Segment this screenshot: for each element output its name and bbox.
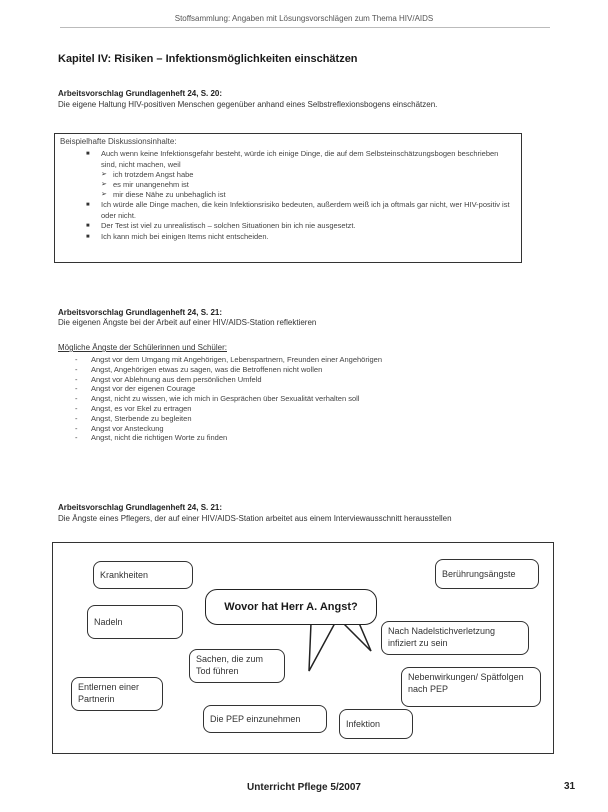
discussion-subitem: ➢ ich trotzdem Angst habe bbox=[101, 170, 513, 180]
chapter-title: Kapitel IV: Risiken – Infektionsmöglichkeiten einschätzen bbox=[58, 53, 358, 65]
section2-title: Arbeitsvorschlag Grundlagenheft 24, S. 21: bbox=[58, 308, 223, 317]
fear-item: - Angst vor Ablehnung aus dem persönlichen Umfeld bbox=[58, 375, 382, 385]
fear-diagram bbox=[52, 542, 554, 754]
discussion-list bbox=[55, 149, 523, 242]
bubble-nadeln: Nadeln bbox=[87, 605, 183, 639]
discussion-item bbox=[55, 149, 523, 200]
bubble-nebenwirkungen: Nebenwirkungen/ Spätfolgen nach PEP bbox=[401, 667, 541, 707]
bubble-krankheiten: Krankheiten bbox=[93, 561, 193, 589]
bubble-entlernen: Entlernen einer Partnerin bbox=[71, 677, 163, 711]
discussion-item: ■ Ich kann mich bei einigen Items nicht entscheiden. bbox=[55, 232, 523, 243]
section2-text: Die eigenen Ängste bei der Arbeit auf einer HIV/AIDS-Station reflektieren bbox=[58, 318, 317, 327]
speech-tail-right bbox=[343, 623, 371, 651]
fear-item: - Angst vor Ansteckung bbox=[58, 424, 382, 434]
bubble-beruehrungsaengste: Berührungsängste bbox=[435, 559, 539, 589]
running-header: Stoffsammlung: Angaben mit Lösungsvorschlägen zum Thema HIV/AIDS bbox=[174, 14, 434, 23]
discussion-item: ■ Der Test ist viel zu unrealistisch – solchen Situationen bin ich nie ausgesetzt. bbox=[55, 221, 523, 232]
fear-item: - Angst, Sterbende zu begleiten bbox=[58, 414, 382, 424]
section1-title: Arbeitsvorschlag Grundlagenheft 24, S. 20: bbox=[58, 89, 223, 98]
fears-list bbox=[58, 355, 382, 443]
discussion-subitem: ➢ es mir unangenehm ist bbox=[101, 180, 513, 190]
page-number: 31 bbox=[564, 781, 576, 792]
section3-title: Arbeitsvorschlag Grundlagenheft 24, S. 21: bbox=[58, 503, 223, 512]
fear-item: - Angst, nicht zu wissen, wie ich mich in Gesprächen über Sexualität verhalten soll bbox=[58, 394, 382, 404]
bubble-nadelstichverletzung: Nach Nadelstichverletzung infiziert zu sein bbox=[381, 621, 529, 655]
discussion-item-text: Auch wenn keine Infektionsgefahr besteht, würde ich einige Dinge, die auf dem Selbsteinschätzungsbogen beschrieben sind, nicht machen, weil bbox=[101, 149, 499, 169]
bubble-sachen-tod: Sachen, die zum Tod führen bbox=[189, 649, 285, 683]
bubble-infektion: Infektion bbox=[339, 709, 413, 739]
footer-journal: Unterricht Pflege 5/2007 bbox=[247, 782, 361, 793]
bubble-pep: Die PEP einzunehmen bbox=[203, 705, 327, 733]
fear-item: - Angst, es vor Ekel zu ertragen bbox=[58, 404, 382, 414]
discussion-subitem: ➢ mir diese Nähe zu unbehaglich ist bbox=[101, 190, 513, 200]
fear-item: - Angst, Angehörigen etwas zu sagen, was die Betroffenen nicht wollen bbox=[58, 365, 382, 375]
fear-item: - Angst vor der eigenen Courage bbox=[58, 384, 382, 394]
speech-tail-left bbox=[309, 623, 335, 671]
discussion-box-heading: Beispielhafte Diskussionsinhalte: bbox=[60, 137, 177, 146]
discussion-sublist bbox=[101, 170, 513, 200]
header-rule bbox=[60, 27, 550, 28]
fear-item: - Angst vor dem Umgang mit Angehörigen, Lebenspartnern, Freunden einer Angehörigen bbox=[58, 355, 382, 365]
discussion-item: ■ Ich würde alle Dinge machen, die kein Infektionsrisiko bedeuten, außerdem weiß ich ja oftmals gar nicht, wer HIV-positiv ist oder nicht. bbox=[55, 200, 523, 221]
fear-item: - Angst, nicht die richtigen Worte zu finden bbox=[58, 433, 382, 443]
fears-list-heading: Mögliche Ängste der Schülerinnen und Schüler: bbox=[58, 343, 227, 352]
central-question: Wovor hat Herr A. Angst? bbox=[205, 589, 377, 625]
section1-text: Die eigene Haltung HIV-positiven Menschen gegenüber anhand eines Selbstreflexionsbogens einschätzen. bbox=[58, 100, 438, 109]
discussion-box bbox=[54, 133, 522, 263]
section3-text: Die Ängste eines Pflegers, der auf einer HIV/AIDS-Station arbeitet aus einem Interviewausschnitt herausstellen bbox=[58, 514, 452, 523]
